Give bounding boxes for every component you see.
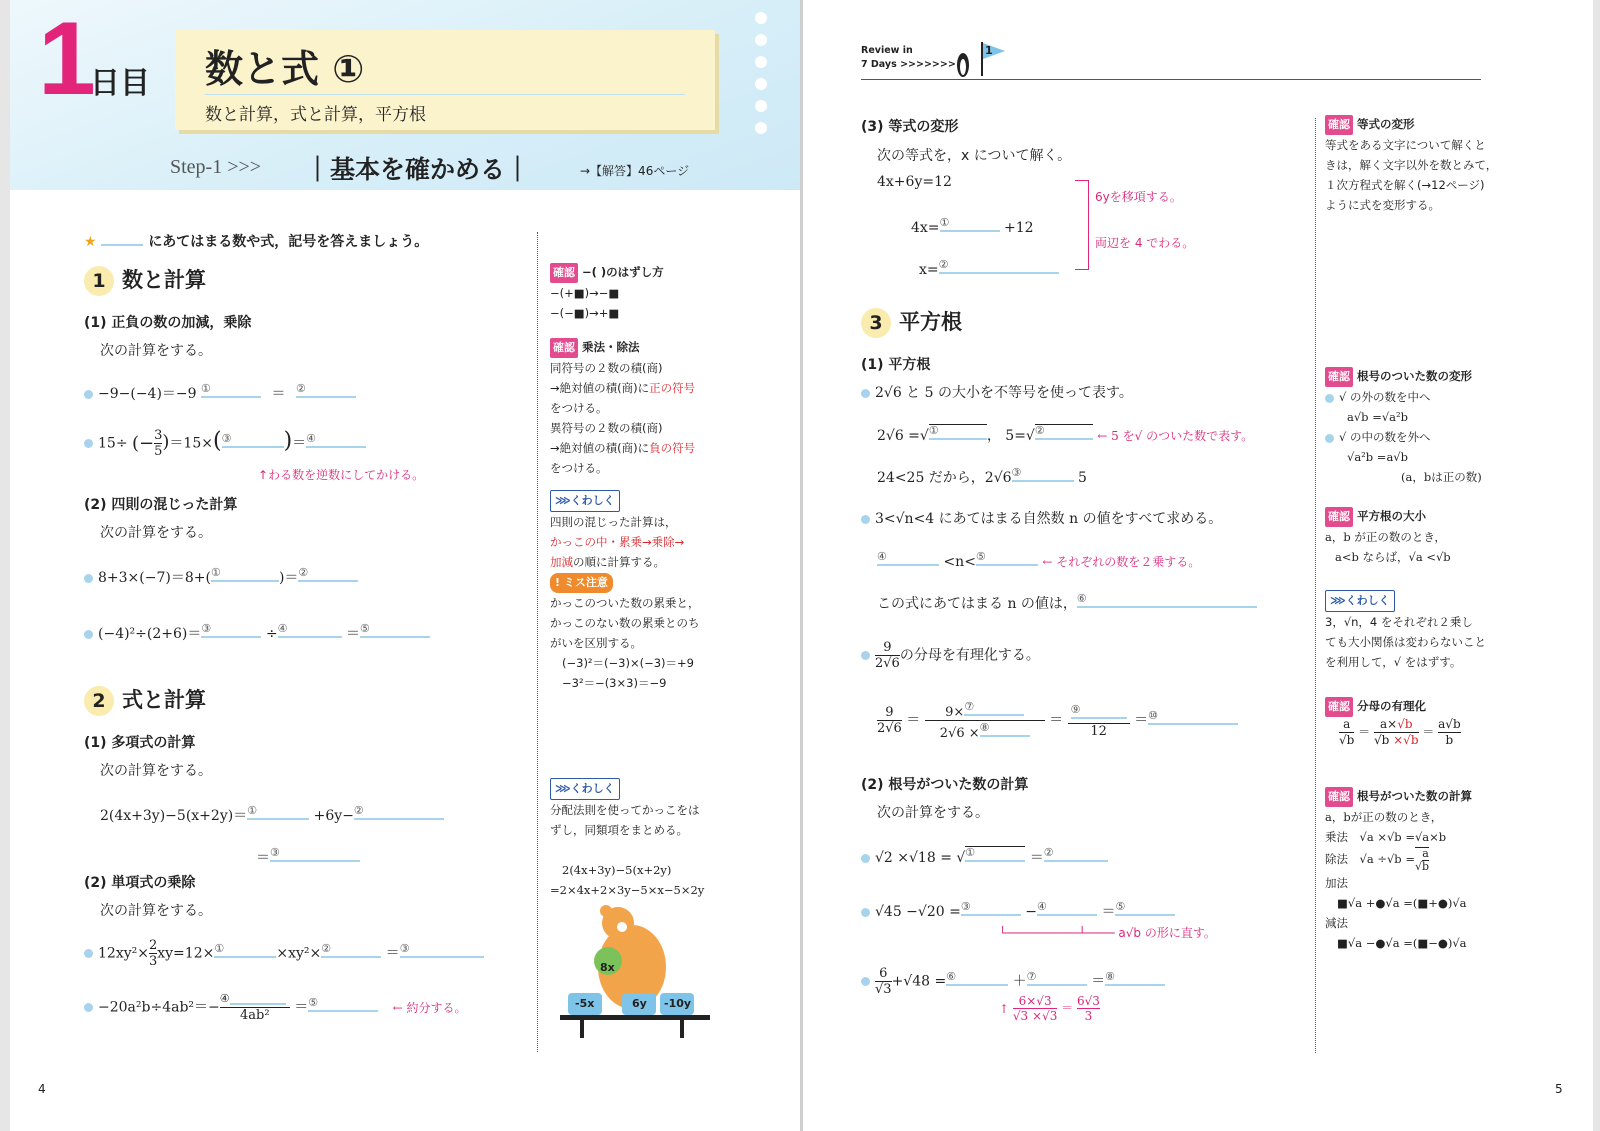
column-divider — [537, 232, 538, 1052]
miss-badge: ! ミス注意 — [550, 573, 613, 593]
r1-text: 次の等式を，x について解く。 — [877, 148, 1072, 164]
day-label: 日目 — [90, 66, 150, 101]
punch-holes — [755, 12, 767, 134]
s1-q1-text: 次の計算をする。 — [100, 343, 212, 359]
kakunin-badge: 確認 — [1325, 115, 1353, 135]
s3-q2-l3: $\frac{6}{√3}$ +√48 = ⑥ ＋ ⑦ ＝ ⑧ — [861, 966, 1165, 997]
r1-title: (3) 等式の変形 — [861, 119, 959, 135]
s1-q1-note: ↑わる数を逆数にしてかける。 — [258, 468, 425, 482]
bear-illustration — [560, 905, 710, 1040]
s3-q2-title: (2) 根号がついた数の計算 — [861, 777, 1029, 793]
s3-q2-l2-note: └──────────┴──── a√b の形に直す。 — [999, 926, 1216, 940]
s3-q1-a: 2√6 と 5 の大小を不等号を使って表す。 — [861, 382, 1133, 402]
s3-q2-text: 次の計算をする。 — [877, 805, 989, 821]
sidebar-right-b2: 確認 根号のついた数の変形 √ の外の数を中へ a√b =√a²b √ の中の数を外へ √a²b =a√b (a，bは正の数) — [1325, 366, 1505, 487]
review-label: Review in 7 Days >>>>>>> — [861, 45, 956, 70]
s2-q2-text: 次の計算をする。 — [100, 903, 212, 919]
s2-q1-text: 次の計算をする。 — [100, 763, 212, 779]
s3-q1-h: $\frac{9}{2√6}$ ＝ 9× ⑦ 2√6 × ⑧ ＝ ⑨ 12 ＝ ⑩ — [877, 700, 1238, 741]
s2-q1-title: (1) 多項式の計算 — [84, 735, 196, 751]
sidebar-right: 確認 等式の変形 等式をある文字について解くと きは，解く文字以外を数とみて， １次方程式を解く(→12ページ) ように式を変形する。 — [1325, 117, 1498, 212]
s3-q1-title: (1) 平方根 — [861, 357, 931, 373]
sidebar-left-lower: ⋙くわしく 分配法則を使ってかっこをは ずし，同類項をまとめる。 2(4x+3y)−5(x+2y) =2×4x+2×3y−5×x−5×2y — [550, 778, 720, 900]
s3-q2-l2: √45 −√20 = ③ − ④ ＝ ⑤ — [861, 900, 1175, 921]
s2-q2-line1: 12xy²× $\frac{2}{3}$ xy=12× ① ×xy²× ② ＝ ③ — [84, 938, 484, 969]
kuwashiku-badge: ⋙くわしく — [550, 490, 620, 512]
kakunin-badge: 確認 — [550, 338, 578, 358]
kakunin-badge: 確認 — [1325, 507, 1353, 527]
sidebar-left: 確認 −( )のはずし方 −(+■)→−■ −(−■)→+■ 確認 乗法・除法 同符号の２数の積(商) →絶対値の積(商)に正の符号 をつける。 異符号の２数の積(商) →絶対値の積(商)に負の符号 をつける。 ⋙くわしく 四則の混じった計算は， かっこの中・累乗→乗除→ 加減の順に計算する。 ! ミス注意 かっこのついた数の累乗と， かっこのない数の累乗とのち がいを区別する。 (−3)²＝(−3)×(−3)＝+9 −3²＝−(3×3)＝−9 — [550, 265, 700, 690]
section-3-heading: 3 平方根 — [861, 306, 962, 338]
page-number: 5 — [1555, 1082, 1563, 1096]
penguin-flag-icon: 1 — [953, 40, 1013, 80]
left-page — [10, 0, 800, 1131]
kakunin-badge: 確認 — [1325, 367, 1353, 387]
s3-q2-l3-note: ↑ $\frac{6\times√3}{√3 \times√3}$ ＝ $\frac{6√3}{3}$ — [999, 994, 1100, 1023]
s3-q1-d: 3<√n<4 にあてはまる自然数 n の値をすべて求める。 — [861, 508, 1222, 528]
s3-q2-l1: √2 ×√18 = √ ① ＝ ② — [861, 846, 1108, 867]
kakunin-badge: 確認 — [1325, 787, 1353, 807]
bear-tag: 8x — [600, 961, 615, 974]
r1-eq3: x= ② — [919, 258, 1059, 278]
r1-eq1: 4x+6y=12 — [877, 174, 952, 190]
s1-q2-line1: 8+3×(−7)＝8+( ① )＝ ② — [84, 566, 358, 587]
kakunin-badge: 確認 — [550, 263, 578, 283]
sidebar-right-b6: 確認 根号がついた数の計算 a，bが正の数のとき， 乗法 √a ×√b =√a×b 除法 √a ÷√b =√ $\frac{a}{b}$ 加法 ■√a +●√a =(■+●)√a 減法 ■√a −●√a =(■−●)√a — [1325, 789, 1472, 950]
section-1-heading: 1 数と計算 — [84, 264, 206, 296]
bear-tag: 6y — [632, 997, 647, 1010]
page-number: 4 — [38, 1082, 46, 1096]
s2-q2-title: (2) 単項式の乗除 — [84, 875, 196, 891]
right-page — [803, 0, 1593, 1131]
s3-q1-b: 2√6 =√ ① ， 5=√ ② ← 5 を√ のついた数で表す。 — [877, 424, 1254, 444]
progress-track — [861, 74, 1481, 80]
s2-q2-line2: −20a²b÷4ab²＝− ④ 4ab² ＝ ⑤ ← 約分する。 — [84, 992, 467, 1023]
day-number: 1 — [38, 1, 96, 117]
s1-q1-line1: −9−(−4)＝−9 ① ＝ ② — [84, 382, 356, 403]
s1-q2-title: (2) 四則の混じった計算 — [84, 497, 238, 513]
header-stripe — [10, 190, 800, 196]
answer-reference: →【解答】46ページ — [580, 164, 690, 178]
title-card — [175, 30, 715, 130]
r1-eq2: 4x= ① +12 — [911, 216, 1034, 236]
step-label: Step-1 >>> — [170, 156, 262, 178]
s3-q1-e: ④ <n< ⑤ ← それぞれの数を２乗する。 — [877, 550, 1201, 570]
s3-q1-g: $\frac{9}{2√6}$ の分母を有理化する。 — [861, 640, 1040, 671]
r1-note2: 両辺を 4 でわる。 — [1095, 236, 1195, 250]
r1-bracket — [1075, 180, 1089, 270]
bear-tag: -10y — [664, 997, 692, 1010]
s1-q1-title: (1) 正負の数の加減，乗除 — [84, 315, 252, 331]
r1-note1: 6yを移項する。 — [1095, 190, 1182, 204]
s2-q1-line1: 2(4x+3y)−5(x+2y)＝ ① +6y− ② — [100, 804, 444, 825]
sidebar-right-b3: 確認 平方根の大小 a，b が正の数のとき， a<b ならば，√a <√b — [1325, 509, 1451, 564]
kakunin-badge: 確認 — [1325, 697, 1353, 717]
s3-q1-f: この式にあてはまる n の値は， ⑥ — [877, 592, 1257, 613]
s1-q2-line2: (−4)²÷(2+6)＝ ③ ÷ ④ ＝ ⑤ — [84, 622, 430, 643]
instruction: ★ にあてはまる数や式，記号を答えましょう。 — [84, 230, 428, 251]
step-title: ｜基本を確かめる｜ — [305, 155, 531, 184]
page-subtitle: 数と計算，式と計算，平方根 — [205, 105, 426, 125]
s1-q1-line2: 15÷ (− $\frac{3}{5}$ )＝15×( ③ )＝ ④ — [84, 428, 366, 459]
section-2-heading: 2 式と計算 — [84, 684, 206, 716]
kuwashiku-badge: ⋙くわしく — [1325, 590, 1395, 612]
star-icon: ★ — [84, 234, 97, 250]
sidebar-right-b5: 確認 分母の有理化 $\frac{a}{√b}$ ＝ $\frac{a\times√b}{√b \times√b}$ ＝ $\frac{a√b}{b}$ — [1325, 696, 1505, 748]
page-title: 数と式 ① — [205, 47, 365, 91]
s1-q2-text: 次の計算をする。 — [100, 525, 212, 541]
s3-q1-c: 24<25 だから，2√6 ③ 5 — [877, 466, 1087, 486]
column-divider — [1315, 118, 1316, 1053]
sidebar-right-b4: ⋙くわしく 3，√n，4 をそれぞれ２乗し ても大小関係は変わらないこと を利用して，√ をはずす。 — [1325, 590, 1505, 672]
s2-q1-line2: ＝ ③ — [256, 846, 360, 867]
bear-tag: -5x — [575, 997, 595, 1010]
kuwashiku-badge: ⋙くわしく — [550, 778, 620, 800]
